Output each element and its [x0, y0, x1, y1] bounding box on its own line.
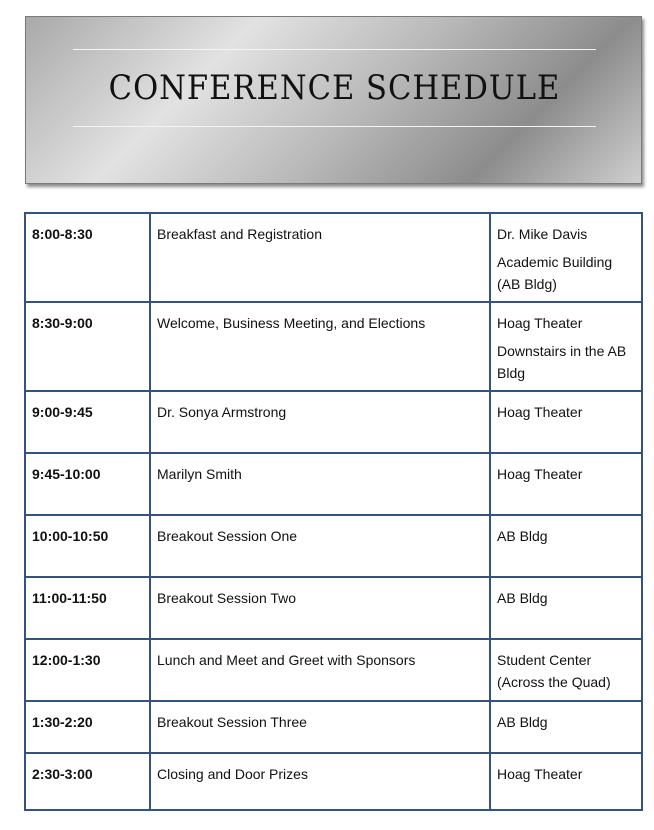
banner-frame: [73, 49, 596, 127]
location-cell: [490, 515, 642, 577]
schedule-row: [25, 701, 642, 753]
location-cell: [490, 391, 642, 453]
location-line: Downstairs in the AB Bldg: [497, 343, 627, 381]
location-cell: [490, 302, 642, 391]
location-line: AB Bldg: [497, 528, 548, 544]
location-line: Hoag Theater: [497, 315, 583, 331]
time-cell: 1:30-2:20: [25, 701, 150, 753]
time-cell: 9:00-9:45: [25, 391, 150, 453]
location-cell: [490, 701, 642, 753]
location-cell: [490, 639, 642, 701]
location-line: Hoag Theater: [497, 404, 583, 420]
schedule-row: [25, 639, 642, 701]
location-line: Hoag Theater: [497, 766, 583, 782]
time-cell: 8:00-8:30: [25, 213, 150, 302]
location-line: Academic Building (AB Bldg): [497, 254, 613, 292]
time-cell: 2:30-3:00: [25, 753, 150, 810]
schedule-row: [25, 302, 642, 391]
location-cell: [490, 753, 642, 810]
location-line: Hoag Theater: [497, 466, 583, 482]
time-cell: 10:00-10:50: [25, 515, 150, 577]
event-cell: Lunch and Meet and Greet with Sponsors: [150, 639, 490, 701]
location-cell: [490, 213, 642, 302]
schedule-row: [25, 391, 642, 453]
location-line: Student Center (Across the Quad): [497, 652, 611, 690]
schedule-row: [25, 577, 642, 639]
event-cell: Dr. Sonya Armstrong: [150, 391, 490, 453]
location-line: Dr. Mike Davis: [497, 226, 588, 242]
schedule-table: [24, 212, 643, 811]
schedule-row: [25, 753, 642, 810]
schedule-body: [25, 213, 642, 810]
schedule-row: [25, 213, 642, 302]
event-cell: Breakout Session One: [150, 515, 490, 577]
event-cell: Welcome, Business Meeting, and Elections: [150, 302, 490, 391]
location-line: AB Bldg: [497, 714, 548, 730]
event-cell: Breakfast and Registration: [150, 213, 490, 302]
title-banner: [25, 16, 642, 184]
schedule-row: [25, 515, 642, 577]
time-cell: 9:45-10:00: [25, 453, 150, 515]
page-title: CONFERENCE SCHEDULE: [108, 68, 561, 108]
time-cell: 12:00-1:30: [25, 639, 150, 701]
event-cell: Breakout Session Three: [150, 701, 490, 753]
event-cell: Closing and Door Prizes: [150, 753, 490, 810]
event-cell: Breakout Session Two: [150, 577, 490, 639]
location-line: AB Bldg: [497, 590, 548, 606]
time-cell: 8:30-9:00: [25, 302, 150, 391]
schedule-row: [25, 453, 642, 515]
location-cell: [490, 453, 642, 515]
event-cell: Marilyn Smith: [150, 453, 490, 515]
location-cell: [490, 577, 642, 639]
time-cell: 11:00-11:50: [25, 577, 150, 639]
